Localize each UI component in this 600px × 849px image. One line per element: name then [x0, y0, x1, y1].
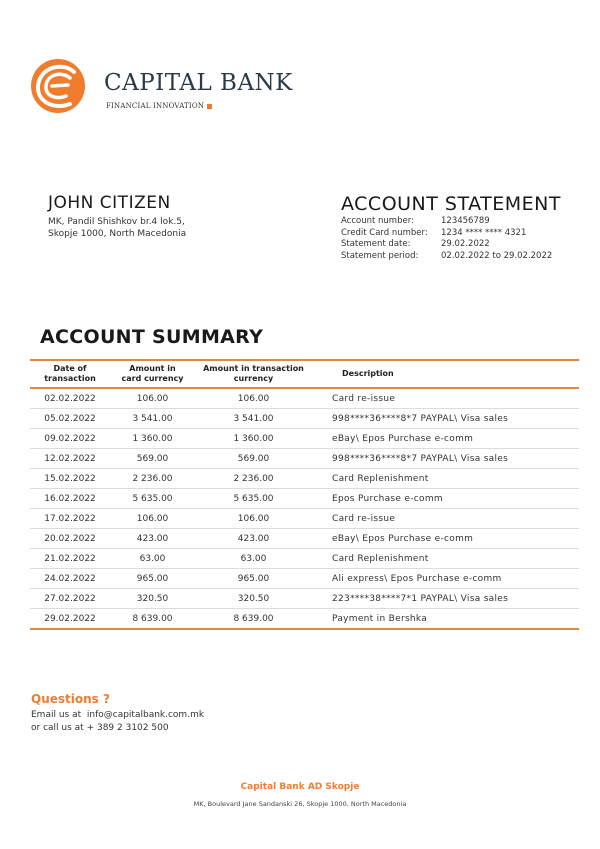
transactions-table [30, 359, 579, 630]
cell-description: eBay\ Epos Purchase e-comm [312, 429, 579, 449]
table-row [30, 549, 579, 569]
cell-date: 09.02.2022 [30, 429, 110, 449]
header-amount-card [110, 360, 195, 388]
cell-description: Card Replenishment [312, 549, 579, 569]
table-row [30, 429, 579, 449]
table-header-row [30, 360, 579, 388]
detail-label: Credit Card number: [341, 227, 428, 238]
table-row [30, 469, 579, 489]
orange-square-icon [207, 104, 212, 109]
table-row [30, 409, 579, 429]
cell-description: 223****38****7*1 PAYPAL\ Visa sales [312, 589, 579, 609]
cell-date: 17.02.2022 [30, 509, 110, 529]
summary-title: ACCOUNT SUMMARY [40, 326, 264, 348]
email-line [31, 710, 204, 720]
cell-amount-tx: 8 639.00 [195, 609, 312, 630]
brand-name: CAPITAL BANK [104, 70, 293, 96]
phone-prefix: or call us at [31, 723, 84, 733]
cell-amount-card: 5 635.00 [110, 489, 195, 509]
cell-amount-card: 106.00 [110, 509, 195, 529]
email-prefix: Email us at [31, 710, 82, 720]
cell-amount-tx: 320.50 [195, 589, 312, 609]
capital-bank-logo-icon [30, 58, 86, 114]
cell-amount-tx: 965.00 [195, 569, 312, 589]
cell-date: 27.02.2022 [30, 589, 110, 609]
table-row [30, 449, 579, 469]
detail-label: Account number: [341, 216, 414, 226]
cell-date: 20.02.2022 [30, 529, 110, 549]
detail-value: 02.02.2022 to 29.02.2022 [441, 250, 553, 261]
cell-amount-tx: 106.00 [195, 388, 312, 409]
email-link[interactable]: info@capitalbank.com.mk [86, 710, 205, 720]
cell-amount-card: 965.00 [110, 569, 195, 589]
table-row [30, 489, 579, 509]
cell-description: 998****36****8*7 PAYPAL\ Visa sales [312, 449, 579, 469]
cell-amount-card: 1 360.00 [110, 429, 195, 449]
table-row [30, 609, 579, 630]
cell-date: 21.02.2022 [30, 549, 110, 569]
cell-date: 02.02.2022 [30, 388, 110, 409]
detail-label: Statement date: [341, 239, 411, 249]
header-amount-card-line2: card currency [121, 374, 184, 383]
table-row [30, 569, 579, 589]
cell-amount-tx: 423.00 [195, 529, 312, 549]
cell-description: Ali express\ Epos Purchase e-comm [312, 569, 579, 589]
cell-amount-card: 63.00 [110, 549, 195, 569]
header-amount-tx-line2: currency [233, 374, 274, 383]
cell-amount-card: 8 639.00 [110, 609, 195, 630]
cell-amount-card: 423.00 [110, 529, 195, 549]
questions-title: Questions ? [31, 692, 110, 706]
customer-name: JOHN CITIZEN [48, 193, 171, 213]
footer-address: MK, Boulevard Jane Sandanski 26, Skopje 1000, North Macedonia [193, 800, 407, 808]
cell-amount-card: 3 541.00 [110, 409, 195, 429]
customer-address [48, 216, 186, 240]
cell-amount-card: 569.00 [110, 449, 195, 469]
address-line-2: Skopje 1000, North Macedonia [48, 229, 187, 239]
detail-row [341, 251, 552, 263]
cell-amount-tx: 106.00 [195, 509, 312, 529]
footer-company: Capital Bank AD Skopje [240, 782, 360, 792]
cell-date: 15.02.2022 [30, 469, 110, 489]
cell-amount-card: 2 236.00 [110, 469, 195, 489]
tagline-text: FINANCIAL INNOVATION [106, 102, 205, 110]
table-row [30, 388, 579, 409]
table-row [30, 509, 579, 529]
header-amount-card-line1: Amount in [129, 364, 176, 373]
cell-description: Card re-issue [312, 388, 579, 409]
header-amount-tx-line1: Amount in transaction [203, 364, 304, 373]
cell-amount-tx: 5 635.00 [195, 489, 312, 509]
statement-title: ACCOUNT STATEMENT [341, 193, 561, 215]
header-date-line1: Date of [53, 364, 87, 373]
cell-amount-tx: 2 236.00 [195, 469, 312, 489]
cell-amount-card: 106.00 [110, 388, 195, 409]
cell-date: 29.02.2022 [30, 609, 110, 630]
detail-row [341, 216, 552, 228]
cell-amount-card: 320.50 [110, 589, 195, 609]
detail-row [341, 239, 552, 251]
address-line-1: MK, Pandil Shishkov br.4 lok.5, [48, 217, 185, 227]
header-description: Description [342, 369, 394, 378]
cell-amount-tx: 63.00 [195, 549, 312, 569]
cell-description: 998****36****8*7 PAYPAL\ Visa sales [312, 409, 579, 429]
header-amount-tx [195, 360, 312, 388]
cell-date: 16.02.2022 [30, 489, 110, 509]
cell-date: 24.02.2022 [30, 569, 110, 589]
header-date-line2: transaction [44, 374, 96, 383]
table-row [30, 589, 579, 609]
table-row [30, 529, 579, 549]
cell-amount-tx: 1 360.00 [195, 429, 312, 449]
detail-label: Statement period: [341, 250, 419, 261]
detail-value: 29.02.2022 [441, 239, 490, 249]
cell-date: 12.02.2022 [30, 449, 110, 469]
detail-row [341, 228, 552, 240]
cell-description: Payment in Bershka [312, 609, 579, 630]
cell-description: Epos Purchase e-comm [312, 489, 579, 509]
statement-details [341, 216, 552, 262]
brand-tagline [106, 102, 212, 110]
cell-description: eBay\ Epos Purchase e-comm [312, 529, 579, 549]
cell-date: 05.02.2022 [30, 409, 110, 429]
header-date [30, 360, 110, 388]
phone-number: + 389 2 3102 500 [86, 723, 169, 733]
cell-description: Card Replenishment [312, 469, 579, 489]
detail-value: 1234 **** **** 4321 [441, 227, 527, 238]
cell-amount-tx: 569.00 [195, 449, 312, 469]
cell-amount-tx: 3 541.00 [195, 409, 312, 429]
phone-line [31, 723, 169, 733]
detail-value: 123456789 [441, 216, 490, 226]
cell-description: Card re-issue [312, 509, 579, 529]
